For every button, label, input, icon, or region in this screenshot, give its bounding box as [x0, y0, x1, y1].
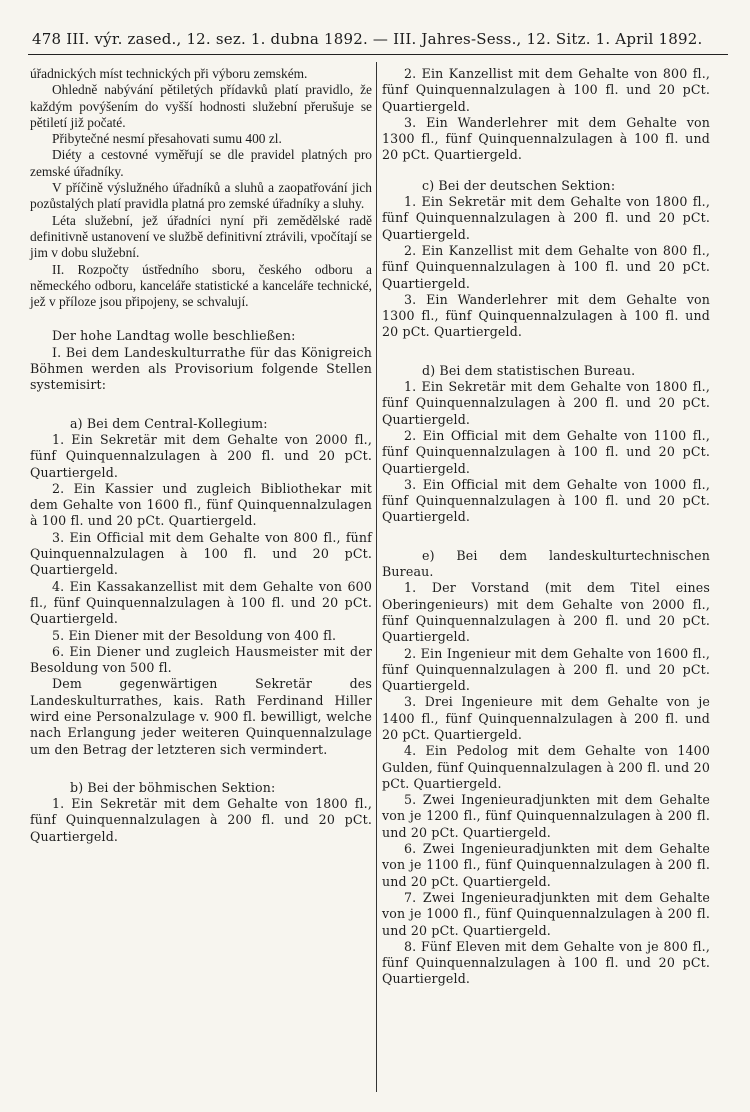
left-col-paragraph: 3. Ein Official mit dem Gehalte von 800 fl., fünf Quinquennalzulagen à 100 fl. und 20 pCt. Quartiergeld.	[30, 529, 372, 578]
left-col-paragraph: a) Bei dem Central-Kollegium:	[70, 415, 268, 431]
left-col-paragraph: b) Bei der böhmischen Sektion:	[70, 779, 276, 795]
left-col-paragraph: 1. Ein Sekretär mit dem Gehalte von 2000 fl., fünf Quinquennalzulagen à 200 fl. und 20 pCt. Quartiergeld.	[30, 431, 372, 480]
left-col-paragraph: 2. Ein Kassier und zugleich Bibliothekar mit dem Gehalte von 1600 fl., fünf Quinquennalzulagen à 100 fl. und 20 pCt. Quartiergeld.	[30, 480, 372, 529]
right-col-paragraph: 2. Ein Kanzellist mit dem Gehalte von 800 fl., fünf Quinquennalzulagen à 100 fl. und 20 pCt. Quartiergeld.	[382, 242, 710, 291]
left-col-paragraph: II. Rozpočty ústředního sboru, českého odboru a německého odboru, kanceláře statistické a kanceláře technické, jež v příloze jsou připojeny, se schvalují.	[30, 261, 372, 310]
left-col-paragraph: I. Bei dem Landeskulturrathe für das Königreich Böhmen werden als Provisorium folgende Stellen systemisirt:	[30, 344, 372, 393]
right-col-paragraph: 5. Zwei Ingenieuradjunkten mit dem Gehalte von je 1200 fl., fünf Quinquennalzulagen à 200 fl. und 20 pCt. Quartiergeld.	[382, 792, 710, 840]
left-col-paragraph: Dem gegenwärtigen Sekretär des Landeskulturrathes, kais. Rath Ferdinand Hiller wird eine Personalzulage v. 900 fl. bewilligt, welche nach Erlangung jeder weiteren Quinquennalzulage um den Betrag der letzteren sich vermindert.	[30, 676, 372, 757]
right-col-paragraph: 3. Ein Wanderlehrer mit dem Gehalte von 1300 fl., fünf Quinquennalzulagen à 100 fl. und 20 pCt. Quartiergeld.	[382, 114, 710, 163]
right-col-paragraph: 3. Drei Ingenieure mit dem Gehalte von je 1400 fl., fünf Quinquennalzulagen à 200 fl. und 20 pCt. Quartiergeld.	[382, 694, 710, 742]
right-col-paragraph: 1. Ein Sekretär mit dem Gehalte von 1800 fl., fünf Quinquennalzulagen à 200 fl. und 20 pCt. Quartiergeld.	[382, 379, 710, 427]
right-col-paragraph: 7. Zwei Ingenieuradjunkten mit dem Gehalte von je 1000 fl., fünf Quinquennalzulagen à 200 fl. und 20 pCt. Quartiergeld.	[382, 889, 710, 938]
left-col-paragraph: 5. Ein Diener mit der Besoldung von 400 fl.	[52, 627, 337, 643]
right-col-paragraph: 1. Ein Sekretär mit dem Gehalte von 1800 fl., fünf Quinquennalzulagen à 200 fl. und 20 pCt. Quartiergeld.	[382, 194, 710, 242]
right-col-paragraph: 2. Ein Official mit dem Gehalte von 1100 fl., fünf Quinquennalzulagen à 100 fl. und 20 pCt. Quartiergeld.	[382, 427, 710, 476]
right-column	[382, 66, 710, 988]
left-col-paragraph: Přibytečné nesmí přesahovati sumu 400 zl.	[52, 131, 282, 147]
right-col-paragraph: 1. Der Vorstand (mit dem Titel eines Oberingenieurs) mit dem Gehalte von 2000 fl., fünf Quinquennalzulagen à 200 fl. und 20 pCt. Quartiergeld.	[382, 580, 710, 645]
left-col-paragraph: Léta služební, jež úřadníci nyní při zemědělské radě definitivně ustanovení ve službě definitivní ztrávili, vpočítají se jim v dobu služební.	[30, 212, 372, 261]
page-header: 478 III. výr. zased., 12. sez. 1. dubna 1892. — III. Jahres-Sess., 12. Sitz. 1. April 1892.	[32, 30, 703, 48]
right-col-paragraph: 4. Ein Pedolog mit dem Gehalte von 1400 Gulden, fünf Quinquennalzulagen à 200 fl. und 20 pCt. Quartiergeld.	[382, 743, 710, 791]
right-col-paragraph: 8. Fünf Eleven mit dem Gehalte von je 800 fl., fünf Quinquennalzulagen à 100 fl. und 20 pCt. Quartiergeld.	[382, 938, 710, 987]
left-col-paragraph: 6. Ein Diener und zugleich Hausmeister mit der Besoldung von 500 fl.	[30, 643, 372, 676]
left-col-paragraph: V příčině výslužného úřadníků a sluhů a zaopatřování jich pozůstalých platí pravidla platná pro zemské úřadníky a sluhy.	[30, 180, 372, 212]
left-col-paragraph: 4. Ein Kassakanzellist mit dem Gehalte von 600 fl., fünf Quinquennalzulagen à 100 fl. und 20 pCt. Quartiergeld.	[30, 578, 372, 627]
left-col-paragraph: Ohledně nabývání pětiletých přídavků platí pravidlo, že každým povýšením do vyšší hodnosti služební přerušuje se pětiletí již počaté.	[30, 82, 372, 130]
left-col-paragraph: 1. Ein Sekretär mit dem Gehalte von 1800 fl., fünf Quinquennalzulagen à 200 fl. und 20 pCt. Quartiergeld.	[30, 796, 372, 844]
right-col-paragraph: 2. Ein Ingenieur mit dem Gehalte von 1600 fl., fünf Quinquennalzulagen à 200 fl. und 20 pCt. Quartiergeld.	[382, 645, 710, 694]
right-col-paragraph: 6. Zwei Ingenieuradjunkten mit dem Gehalte von je 1100 fl., fünf Quinquennalzulagen à 200 fl. und 20 pCt. Quartiergeld.	[382, 841, 710, 889]
right-col-paragraph: d) Bei dem statistischen Bureau.	[422, 362, 636, 378]
left-col-paragraph: Diéty a cestovné vyměřují se dle pravidel platných pro zemské úřadníky.	[30, 147, 372, 179]
column-divider	[376, 62, 377, 1092]
left-col-paragraph: úřadnických míst technických při výboru zemském.	[30, 66, 308, 81]
right-col-paragraph: c) Bei der deutschen Sektion:	[422, 177, 616, 193]
right-col-paragraph: 2. Ein Kanzellist mit dem Gehalte von 800 fl., fünf Quinquennalzulagen à 100 fl. und 20 pCt. Quartiergeld.	[382, 66, 710, 114]
right-col-paragraph: e) Bei dem landeskulturtechnischen Bureau.	[382, 547, 710, 580]
header-rule	[28, 54, 728, 55]
left-col-paragraph: Der hohe Landtag wolle beschließen:	[52, 328, 296, 344]
right-col-paragraph: 3. Ein Wanderlehrer mit dem Gehalte von 1300 fl., fünf Quinquennalzulagen à 100 fl. und 20 pCt. Quartiergeld.	[382, 291, 710, 340]
right-col-paragraph: 3. Ein Official mit dem Gehalte von 1000 fl., fünf Quinquennalzulagen à 100 fl. und 20 pCt. Quartiergeld.	[382, 476, 710, 525]
left-column	[30, 66, 372, 845]
